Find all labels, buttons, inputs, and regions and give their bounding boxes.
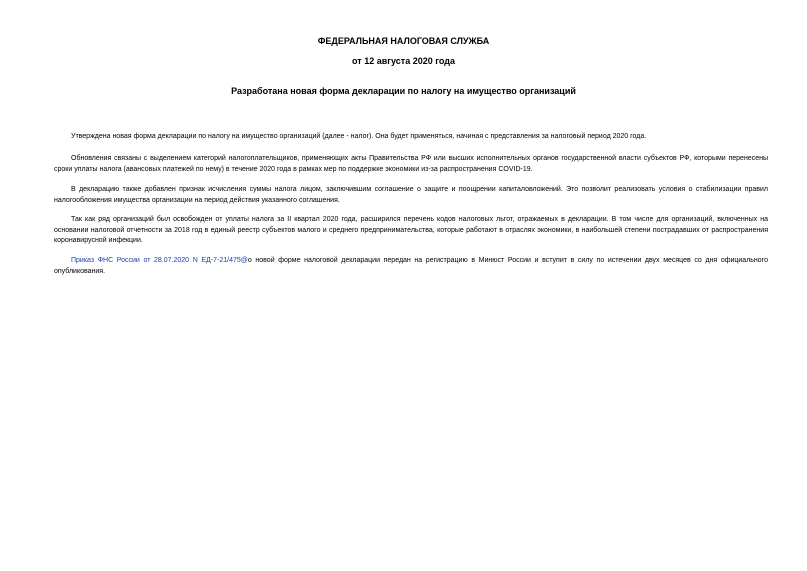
document-title: Разработана новая форма декларации по налогу на имущество организаций bbox=[231, 86, 576, 96]
paragraph-investment-agreement: В декларацию также добавлен признак исчисления суммы налога лицом, заключившим соглашение о защите и поощрении капиталовложений. Это позволит реализовать условия о стабилизации правил налогообложения имущества организации на период действия указанного соглашения. bbox=[54, 186, 768, 204]
paragraph-updates: Обновления связаны с выделением категорий налогоплательщиков, применяющих акты Правительства РФ или высших исполнительных органов государственной власти субъектов РФ, которыми перенесены сроки уплаты налога (авансовых платежей по нему) в течение 2020 года в рамках мер по поддержке экономики из-за распространения COVID-19. bbox=[54, 155, 768, 173]
order-link[interactable]: Приказ ФНС России от 28.07.2020 N ЕД-7-21/475@ bbox=[71, 257, 248, 264]
paragraph-order bbox=[54, 256, 768, 277]
paragraph-new-form: Утверждена новая форма декларации по налогу на имущество организаций (далее - налог). Она будет применяться, начиная с представления за налоговый период 2020 года. bbox=[71, 133, 647, 140]
date-heading: от 12 августа 2020 года bbox=[352, 56, 455, 66]
agency-heading: ФЕДЕРАЛЬНАЯ НАЛОГОВАЯ СЛУЖБА bbox=[317, 36, 490, 46]
order-description: о новой форме налоговой декларации передан на регистрацию в Минюст России и вступит в силу по истечении двух месяцев со дня официального опубликования. bbox=[54, 257, 768, 275]
paragraph-tax-benefits: Так как ряд организаций был освобожден от уплаты налога за II квартал 2020 года, расширился перечень кодов налоговых льгот, отражаемых в декларации. В том числе для организаций, включенных на основании налоговой отчетности за 2018 год в единый реестр субъектов малого и среднего предпринимательства, которые работают в отраслях экономики, в наибольшей степени пострадавших от распространения коронавирусной инфекции. bbox=[54, 216, 768, 244]
